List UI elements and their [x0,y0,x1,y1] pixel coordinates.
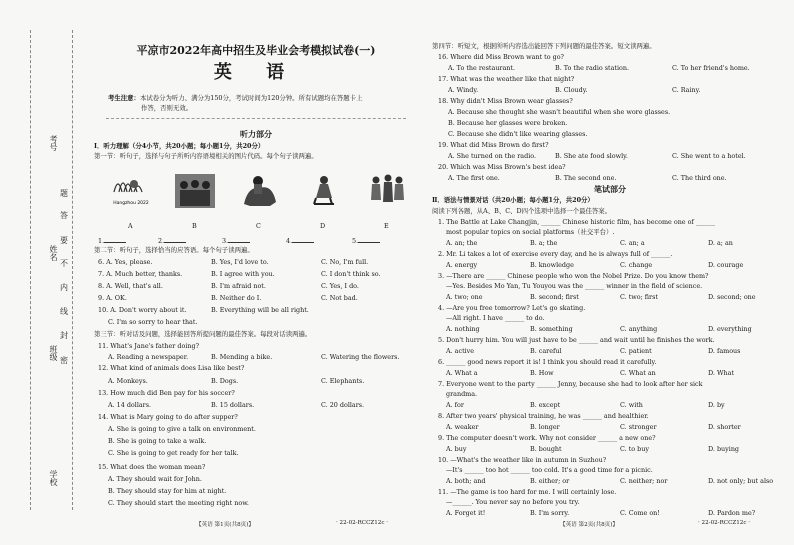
question-13: 13. How much did Ben pay for his soccer? [98,389,235,397]
g8-option-d: D. shorter [708,423,741,431]
q10-option-c: C. I'm so sorry to hear that. [108,318,198,326]
q9-option-a: 9. A. OK. [98,294,127,302]
answer-blank[interactable] [164,236,186,243]
g10-option-c: C. neither; nor [620,477,668,485]
page-footer-left: 【英语 第1页(共8页)】 [196,522,255,528]
page-footer-right: 【英语 第2页(共8页)】 [560,522,619,528]
q9-option-c: C. Not bad. [321,294,358,302]
q7-option-c: C. I don't think so. [321,270,381,278]
page-code-left: · 22-02-RCCZ12c · [336,520,389,526]
question-17: 17. What was the weather like that night? [438,75,575,83]
q18-option-a: A. Because she thought she wasn't beautiful when she wore glasses. [448,108,671,116]
skier-picture [302,172,344,216]
g10-option-a: A. both; and [446,477,486,485]
g6-option-b: B. How [530,369,554,377]
class-label: 班级 [49,345,58,361]
q13-option-c: C. 20 dollars. [321,401,365,409]
q7-option-b: B. I agree with you. [211,270,275,278]
g5-option-a: A. active [446,347,475,355]
q11-option-a: A. Reading a newspaper. [108,353,189,361]
grammar-question-10-cont: —It's ______ too hot ______ too cold. It's a good time for a picnic. [446,466,653,474]
answer-blank-label: 2. [158,237,165,245]
answer-blank[interactable] [228,236,250,243]
q13-option-b: B. 15 dollars. [211,401,255,409]
answer-blank-label: 5. [352,237,359,245]
g2-option-a: A. energy [446,261,478,269]
answer-blank-label: 1. [98,237,105,245]
page-code-right: · 22-02-RCCZ12c · [698,520,751,526]
notice-text-2: 作答，否则无效。 [141,104,193,112]
answer-blank[interactable] [104,236,126,243]
q11-option-c: C. Watering the flowers. [321,353,400,361]
g5-option-d: D. famous [708,347,741,355]
g11-option-a: A. Forget it! [446,509,486,517]
q13-option-a: A. 14 dollars. [108,401,152,409]
seal-char: 要 [60,236,68,245]
picture-letter-d: D [320,222,326,230]
g10-option-b: B. either; or [530,477,570,485]
grammar-question-4-cont: —All right. I have ______ to do. [446,314,545,322]
q15-option-b: B. They should stay for him at night. [108,487,227,495]
q7-option-a: 7. A. Much better, thanks. [98,270,183,278]
part2-instructions: 阅读下列各题，从A、B、C、D四个选项中选择一个最佳答案。 [432,207,612,215]
binding-line [30,30,31,510]
q8-option-a: 8. A. Well, that's all. [98,282,163,290]
g2-option-c: C. change [620,261,653,269]
q14-option-b: B. She is going to take a walk. [108,437,207,445]
q20-option-c: C. The third one. [672,174,727,182]
question-15: 15. What does the woman mean? [98,463,206,471]
q19-option-b: B. She ate food slowly. [555,152,628,160]
grammar-question-1: 1. The Battle at Lake Changjin, ______ Chinese historic film, has become one of ______ [438,218,716,226]
q19-option-a: A. She turned on the radio. [448,152,537,160]
q11-option-b: B. Mending a bike. [211,353,273,361]
g7-option-a: A. for [446,401,464,409]
g3-option-d: D. second; one [708,293,756,301]
question-20: 20. Which was Miss Brown's best idea? [438,163,566,171]
g10-option-d: D. not only; but also [708,477,774,485]
grammar-question-11: 11. —The game is too hard for me. I will certainly lose. [438,488,617,496]
exam-title: 平凉市2022年高中招生及毕业会考模拟试卷(一) [136,44,376,57]
picture-caption: Hangzhou 2022 [113,201,149,206]
g7-option-b: B. except [530,401,561,409]
q8-option-b: B. I'm afraid not. [211,282,266,290]
q18-option-c: C. Because she didn't like wearing glasses. [448,130,588,138]
seal-char: 密 [60,356,68,365]
section1-instructions: 第一节：听句子，选择与句子所听内容语境相关的图片代码。每个句子读两遍。 [94,152,318,160]
divider [106,118,406,119]
q8-option-c: C. Yes, I do. [321,282,359,290]
g3-option-b: B. second; first [530,293,579,301]
page-left [86,0,426,545]
q15-option-a: A. They should wait for John. [108,475,202,483]
picture-letter-c: C [256,222,261,230]
g8-option-b: B. longer [530,423,560,431]
g11-option-d: D. Pardon me? [708,509,756,517]
q10-option-b: B. Everything will be all right. [211,306,309,314]
soldiers-picture [174,172,216,216]
q14-option-a: A. She is going to give a talk on environment. [108,425,256,433]
seal-char: 不 [60,259,68,268]
q16-option-a: A. To the restaurant. [448,64,516,72]
part2-heading: Ⅱ．语法与情景对话（共20小题；每小题1分，共20分） [432,196,594,204]
g5-option-c: C. patient [620,347,652,355]
seal-char: 封 [60,331,68,340]
g1-option-a: A. an; the [446,239,478,247]
grammar-question-8: 8. After two years' physical training, he was ______ and healthier. [438,412,649,420]
seal-char: 答 [60,211,68,220]
question-14: 14. What is Mary going to do after supper? [98,413,238,421]
q12-option-c: C. Elephants. [321,377,365,385]
grammar-question-11-cont: —______. You never say no before you try. [446,498,580,506]
g4-option-a: A. nothing [446,325,480,333]
answer-blank-label: 3. [222,237,229,245]
listening-heading: 听力部分 [240,129,272,139]
question-18: 18. Why didn't Miss Brown wear glasses? [438,97,573,105]
g2-option-b: B. knowledge [530,261,574,269]
g1-option-c: C. an; a [620,239,645,247]
grammar-question-10: 10. —What's the weather like in autumn in Suzhou? [438,456,607,464]
picture-letter-b: B [192,222,197,230]
g5-option-b: B. careful [530,347,562,355]
q18-option-b: B. Because her glasses were broken. [448,119,568,127]
exam-number-label: 考号 [49,135,58,151]
question-11: 11. What's Jane's father doing? [98,342,200,350]
picture-letter-a: A [128,222,133,230]
q12-option-a: A. Monkeys. [108,377,148,385]
g4-option-d: D. everything [708,325,752,333]
section3-instructions: 第三节：听对话及问题，选择能回答所提问题的最佳答案。每段对话读两遍。 [94,330,312,338]
g3-option-c: C. two; first [620,293,658,301]
written-heading: 笔试部分 [594,184,626,194]
g6-option-a: A. What a [446,369,478,377]
g7-option-d: D. by [708,401,725,409]
grammar-question-3-cont: —Yes. Besides Mo Yan, Tu Youyou was the ______ winner in the field of science. [446,282,703,290]
asian-games-logo-picture [110,172,152,216]
question-12: 12. What kind of animals does Lisa like best? [98,364,245,372]
notice-text: 本试卷分为听力、满分为150分，考试时间为120分钟。所有试题均在答题卡上 [139,94,363,102]
grammar-question-3: 3. —There are ______ Chinese people who won the Nobel Prize. Do you know them? [438,272,709,280]
page-right [430,0,790,545]
seal-char: 题 [60,189,68,198]
g6-option-c: C. What an [620,369,656,377]
rider-picture [238,172,280,216]
g1-option-b: B. a; the [530,239,558,247]
q15-option-c: C. They should start the meeting right now. [108,499,249,507]
q17-option-a: A. Windy. [448,86,479,94]
g9-option-d: D. buying [708,445,740,453]
grammar-question-7: 7. Everyone went to the party ______ Jenny, because she had to look after her sick [438,380,703,388]
q17-option-c: C. Rainy. [672,86,701,94]
q9-option-b: B. Neither do I. [211,294,262,302]
name-label: 姓名 [49,245,58,261]
binding-line-inner [72,30,73,510]
g11-option-c: C. Come on! [620,509,660,517]
seal-char: 线 [60,307,68,316]
g7-option-c: C. with [620,401,643,409]
binding-strip [0,30,84,510]
q14-option-c: C. She is going to get ready for her talk. [108,449,239,457]
q10-option-a: 10. A. Don't worry about it. [98,306,187,314]
grammar-question-7-cont: grandma. [446,390,478,398]
notice-label: 考生注意： [108,94,140,102]
g1-option-d: D. a; an [708,239,733,247]
g9-option-b: B. bought [530,445,562,453]
q6-option-b: B. Yes, I'd love to. [211,258,269,266]
grammar-question-9: 9. The computer doesn't work. Why not consider ______ a new one? [438,434,656,442]
picture-letter-e: E [384,222,389,230]
skating-group-picture [366,172,408,216]
answer-blank-label: 4. [286,237,293,245]
q20-option-b: B. The second one. [555,174,617,182]
g2-option-d: D. courage [708,261,744,269]
grammar-question-5: 5. Don't hurry him. You will just have to be ______ and wait until he finishes the work. [438,336,715,344]
g9-option-c: C. to buy [620,445,649,453]
g8-option-c: C. stronger [620,423,657,431]
question-16: 16. Where did Miss Brown want to go? [438,53,564,61]
grammar-question-6: 6. ______ good news report it is! I think you should read it carefully. [438,358,657,366]
g4-option-c: C. anything [620,325,658,333]
picture-options [110,172,410,216]
q16-option-b: B. To the radio station. [555,64,630,72]
subject-title: 英 语 [213,62,299,83]
q16-option-c: C. To her friend's home. [672,64,750,72]
seal-char: 内 [60,283,68,292]
grammar-question-1-cont: most popular topics on social platforms（社交平台）. [446,228,615,236]
q17-option-b: B. Cloudy. [555,86,588,94]
g11-option-b: B. I'm sorry. [530,509,570,517]
part1-heading: Ⅰ．听力理解（分4小节，共20小题；每小题1分，共20分） [94,142,265,150]
q6-option-c: C. No, I'm full. [321,258,369,266]
grammar-question-4: 4. —Are you free tomorrow? Let's go skating. [438,304,586,312]
q19-option-c: C. She went to a hotel. [672,152,746,160]
g9-option-a: A. buy [446,445,467,453]
answer-blank[interactable] [358,236,380,243]
g6-option-d: D. What [708,369,735,377]
g3-option-a: A. two; one [446,293,483,301]
answer-blank[interactable] [292,236,314,243]
q12-option-b: B. Dogs. [211,377,239,385]
g4-option-b: B. something [530,325,573,333]
section2-instructions: 第二节：听句子，选择恰当的应答语。每个句子读两遍。 [94,246,254,254]
g8-option-a: A. weaker [446,423,479,431]
question-19: 19. What did Miss Brown do first? [438,141,549,149]
section4-instructions: 第四节：听短文，根据所听内容选出能回答下列问题的最佳答案。短文读两遍。 [432,42,656,50]
grammar-question-2: 2. Mr. Li takes a lot of exercise every day, and he is always full of ______. [438,250,673,258]
school-label: 学校 [49,470,58,486]
q6-option-a: 6. A. Yes, please. [98,258,153,266]
q20-option-a: A. The first one. [448,174,500,182]
